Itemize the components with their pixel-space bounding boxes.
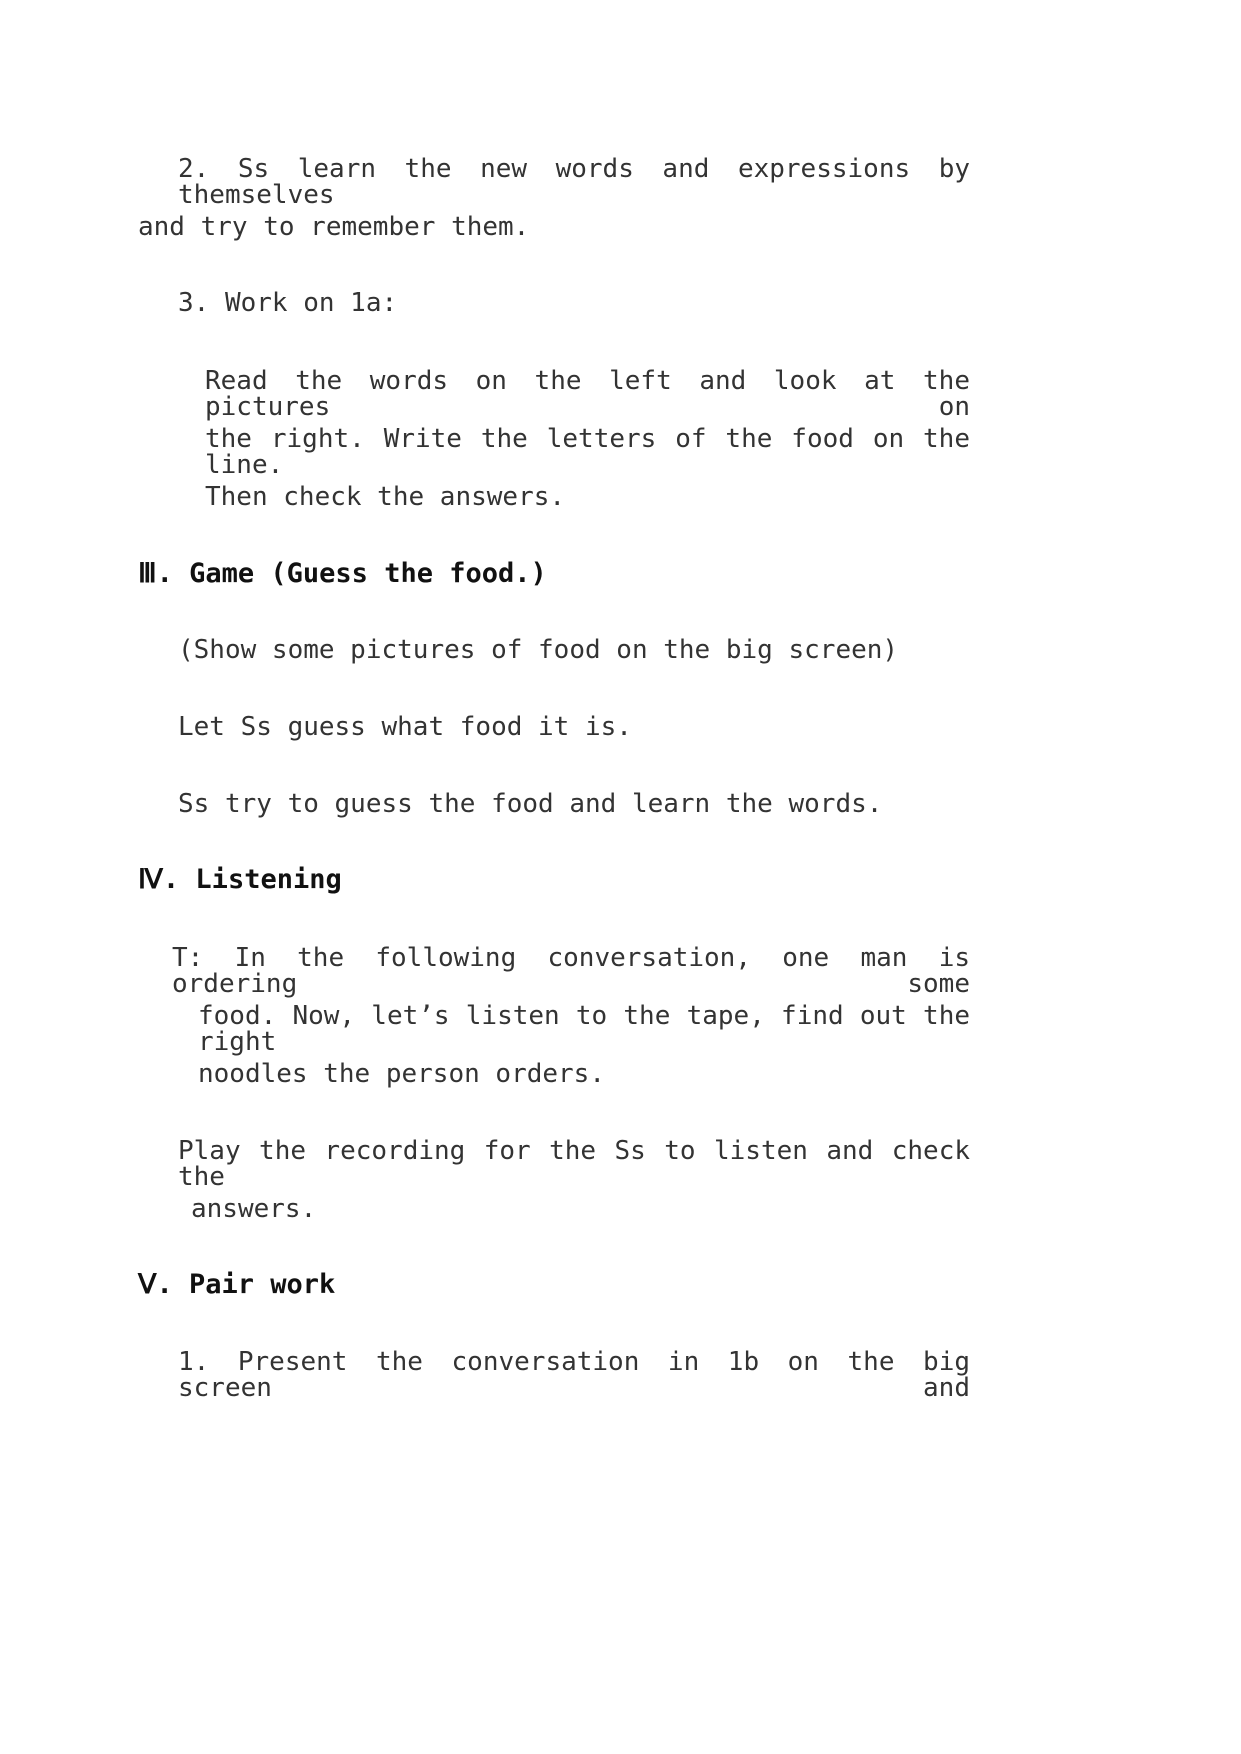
section4-line3: noodles the person orders.	[198, 1059, 605, 1089]
section5-heading: Ⅴ. Pair work	[138, 1269, 336, 1300]
item3-label: 3. Work on 1a:	[178, 288, 398, 318]
section5-line1: 1. Present the conversation in 1b on the big screen and	[178, 1347, 970, 1403]
section4-heading: Ⅳ. Listening	[138, 864, 342, 895]
section3-heading: Ⅲ. Game (Guess the food.)	[138, 558, 547, 589]
section4-line2: food. Now, let’s listen to the tape, find out the right	[198, 1001, 970, 1057]
section3-line3: Ss try to guess the food and learn the words.	[178, 789, 883, 819]
section4-line1: T: In the following conversation, one man is ordering some	[172, 943, 970, 999]
item2-line1: 2. Ss learn the new words and expressions by themselves	[178, 154, 970, 210]
item3-text-line3: Then check the answers.	[205, 482, 566, 512]
item2-line2: and try to remember them.	[138, 212, 530, 242]
section3-line1: (Show some pictures of food on the big screen)	[178, 635, 899, 665]
section4-line4: Play the recording for the Ss to listen and check the	[178, 1136, 970, 1192]
section4-line5: answers.	[191, 1194, 317, 1224]
section3-line2: Let Ss guess what food it is.	[178, 712, 632, 742]
item3-text-line1: Read the words on the left and look at the pictures on	[205, 366, 970, 422]
item3-text-line2: the right. Write the letters of the food on the line.	[205, 424, 970, 480]
